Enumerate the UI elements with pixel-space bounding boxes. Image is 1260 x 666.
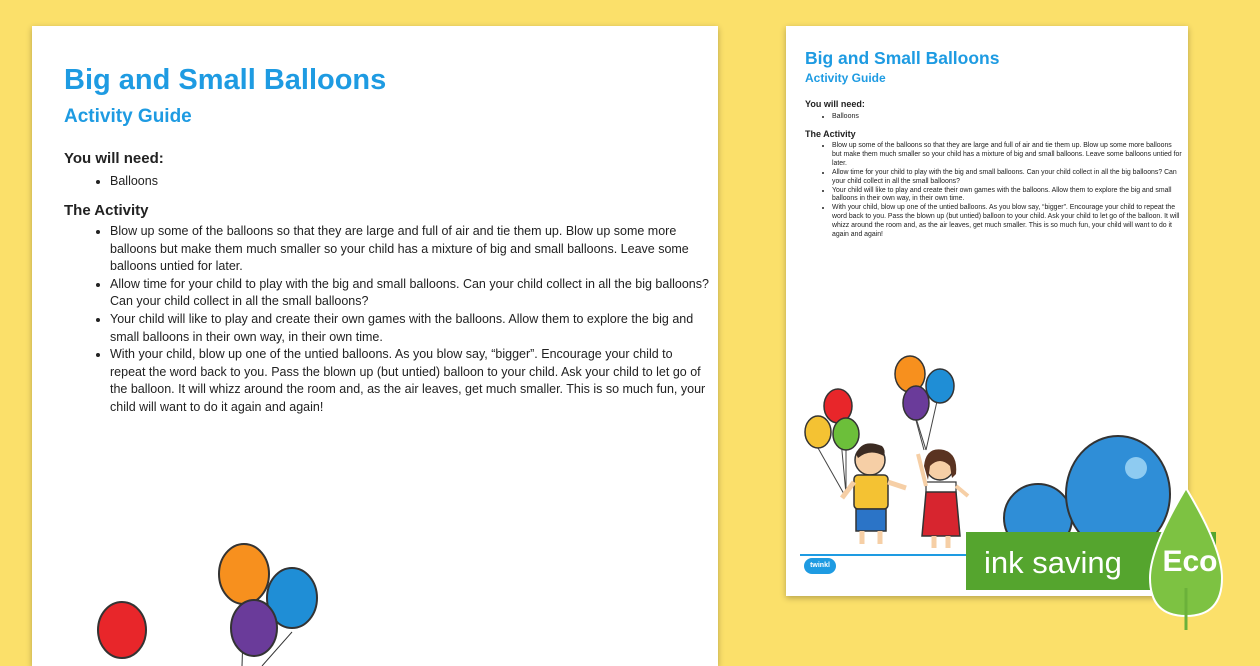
page-subtitle: Activity Guide xyxy=(805,71,886,85)
list-item: • Your child will like to play and create their own games with the balloons. Allow them to explore the big and small balloons in their own way, in their own time. xyxy=(832,187,1182,205)
guide-page-large xyxy=(32,26,718,666)
activity-list xyxy=(90,223,710,417)
activity-heading: The Activity xyxy=(805,129,856,139)
eco-label: Eco xyxy=(1162,545,1218,578)
list-item: • With your child, blow up one of the untied balloons. As you blow say, “bigger”. Encourage your child to repeat the word back to you. Pass the blown up (but untied) balloon to your child. Ask your child to let go of the balloon. It will whizz around the room and, as the air leaves, get much smaller. This is so much fun, your child will want to do it again and again! xyxy=(832,204,1182,240)
page-title: Big and Small Balloons xyxy=(805,48,1000,68)
page-title: Big and Small Balloons xyxy=(64,64,387,96)
list-item: • Allow time for your child to play with the big and small balloons. Can your child collect in all the big balloons? Can your child collect in all the small balloons? xyxy=(110,276,710,311)
need-heading: You will need: xyxy=(805,99,865,109)
page-subtitle: Activity Guide xyxy=(64,106,192,127)
ink-saving-text: ink saving xyxy=(984,545,1122,580)
activity-list xyxy=(822,142,1182,240)
list-item: • Blow up some of the balloons so that they are large and full of air and tie them up. Blow up some more balloons but make them much smaller so your child has a mixture of big and small balloons. Leave some balloons untied for later. xyxy=(110,223,710,276)
twinkl-logo: twinkl xyxy=(804,558,836,574)
activity-heading: The Activity xyxy=(64,202,149,219)
list-item: • With your child, blow up one of the untied balloons. As you blow say, “bigger”. Encourage your child to repeat the word back to you. Pass the blown up (but untied) balloon to your child. Ask your child to let go of the balloon. It will whizz around the room and, as the air leaves, get much smaller. This is so much fun, your child will want to do it again and again! xyxy=(110,346,710,416)
list-item: • Blow up some of the balloons so that they are large and full of air and tie them up. Blow up some more balloons but make them much smaller so your child has a mixture of big and small balloons. Leave some balloons untied for later. xyxy=(832,142,1182,169)
need-list xyxy=(822,112,859,121)
list-item: • Your child will like to play and create their own games with the balloons. Allow them to explore the big and small balloons in their own way, in their own time. xyxy=(110,311,710,346)
eco-ink-saving-badge xyxy=(966,488,1260,630)
list-item: • Allow time for your child to play with the big and small balloons. Can your child collect in all the big balloons? Can your child collect in all the small balloons? xyxy=(832,169,1182,187)
need-heading: You will need: xyxy=(64,150,164,167)
need-list xyxy=(90,172,158,190)
list-item: • Balloons xyxy=(110,172,158,190)
balloon-cluster-illustration xyxy=(92,536,332,666)
list-item: • Balloons xyxy=(832,112,859,121)
